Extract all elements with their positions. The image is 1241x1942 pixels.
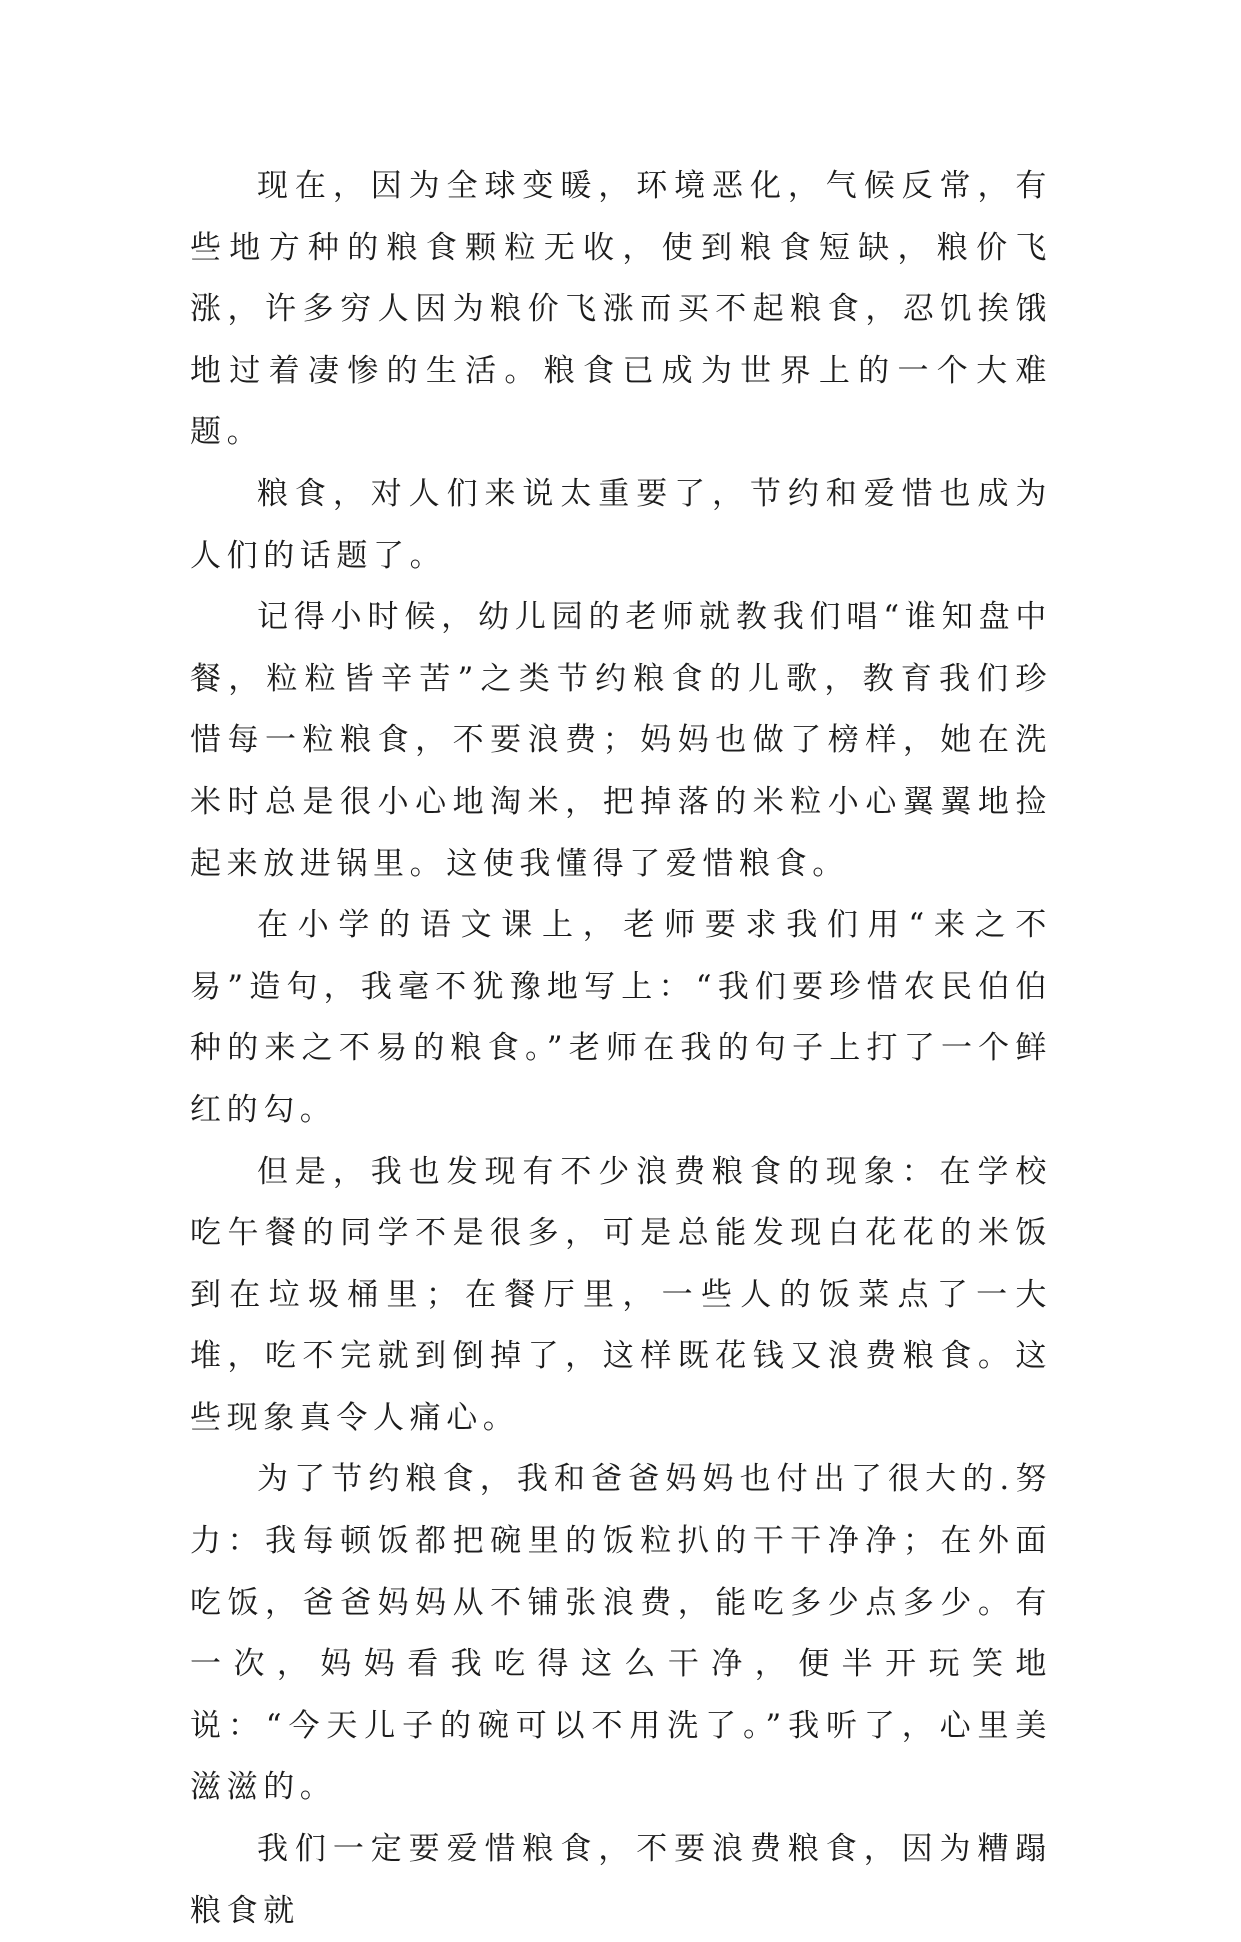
essay-body (190, 156, 1052, 1942)
paragraph-7: 我们一定要爱惜粮食，不要浪费粮食，因为糟蹋粮食就 (190, 1831, 1052, 1929)
paragraph-3: 记得小时候，幼儿园的老师就教我们唱“谁知盘中餐，粒粒皆辛苦”之类节约粮食的儿歌，教育我们珍惜每一粒粮食，不要浪费；妈妈也做了榜样，她在洗米时总是很小心地淘米，把掉落的米粒小心翼翼地捡起来放进锅里。这使我懂得了爱惜粮食。 (190, 599, 1052, 882)
paragraph-6: 为了节约粮食，我和爸爸妈妈也付出了很大的.努力：我每顿饭都把碗里的饭粒扒的干干净净；在外面吃饭，爸爸妈妈从不铺张浪费，能吃多少点多少。有一次，妈妈看我吃得这么干净，便半开玩笑地说：“今天儿子的碗可以不用洗了。”我听了，心里美滋滋的。 (190, 1461, 1052, 1806)
paragraph-1: 现在，因为全球变暖，环境恶化，气候反常，有些地方种的粮食颗粒无收，使到粮食短缺，粮价飞涨，许多穷人因为粮价飞涨而买不起粮食，忍饥挨饿地过着凄惨的生活。粮食已成为世界上的一个大难题。 (190, 168, 1052, 451)
paragraph-5: 但是，我也发现有不少浪费粮食的现象：在学校吃午餐的同学不是很多，可是总能发现白花花的米饭到在垃圾桶里；在餐厅里，一些人的饭菜点了一大堆，吃不完就到倒掉了，这样既花钱又浪费粮食。这些现象真令人痛心。 (190, 1153, 1052, 1436)
paragraph-4: 在小学的语文课上，老师要求我们用“来之不易”造句，我毫不犹豫地写上：“我们要珍惜农民伯伯种的来之不易的粮食。”老师在我的句子上打了一个鲜红的勾。 (190, 907, 1052, 1128)
paragraph-2: 粮食，对人们来说太重要了，节约和爱惜也成为人们的话题了。 (190, 475, 1052, 574)
